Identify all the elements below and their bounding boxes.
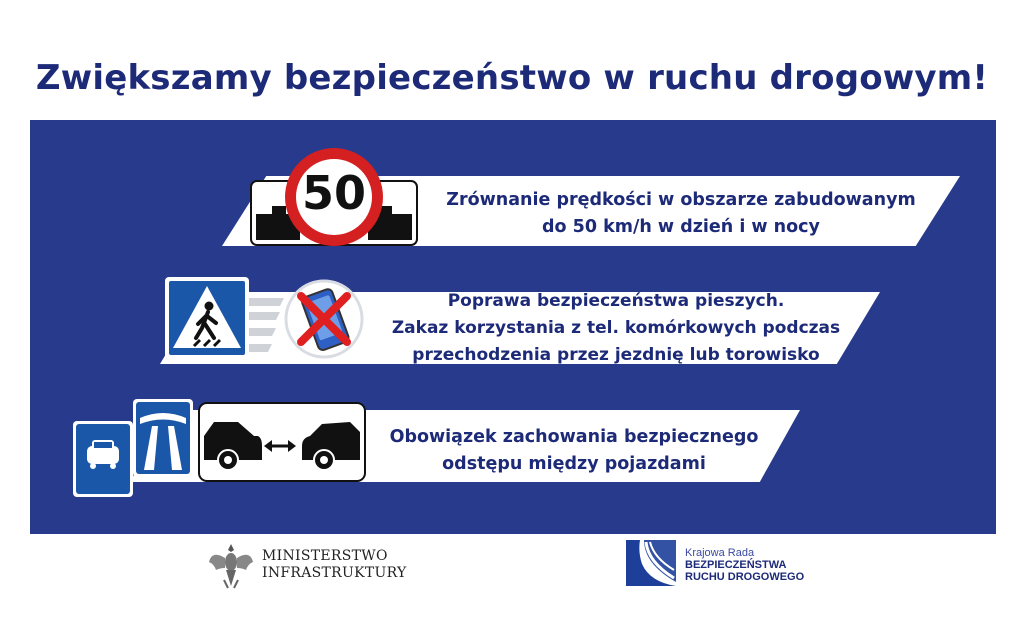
rule-text-pedestrian xyxy=(370,288,862,369)
rule-line: odstępu między pojazdami xyxy=(442,454,706,474)
rule-line: do 50 km/h w dzień i w nocy xyxy=(542,217,820,237)
krbrd-line: RUCHU DROGOWEGO xyxy=(685,571,805,583)
krbrd-line: BEZPIECZEŃSTWA xyxy=(685,559,787,571)
krbrd-logo-text xyxy=(685,547,804,583)
krbrd-logo-icon xyxy=(620,538,680,590)
krbrd-line: Krajowa Rada xyxy=(685,547,755,559)
expressway-sign xyxy=(72,420,134,498)
rule-line: Zrównanie prędkości w obszarze zabudowanym xyxy=(446,190,916,210)
speed-limit-value: 50 xyxy=(301,166,366,220)
ministry-line: MINISTERSTWO xyxy=(262,548,388,564)
ministry-line: INFRASTRUKTURY xyxy=(262,565,407,581)
vehicle-distance-sign xyxy=(198,402,366,482)
rule-line: Poprawa bezpieczeństwa pieszych. xyxy=(447,291,785,311)
pedestrian-crossing-sign xyxy=(164,276,250,360)
page-title: Zwiększamy bezpieczeństwo w ruchu drogowym! xyxy=(35,58,989,98)
rule-line: Obowiązek zachowania bezpiecznego xyxy=(389,427,759,447)
rule-text-distance xyxy=(364,424,784,478)
rule-text-speed xyxy=(424,187,938,241)
rule-line: przechodzenia przez jezdnię lub torowisko xyxy=(412,345,820,365)
rule-line: Zakaz korzystania z tel. komórkowych podczas xyxy=(391,318,841,338)
polish-eagle-emblem xyxy=(206,540,256,590)
ministry-logo-text xyxy=(262,548,407,582)
crossed-phone-icon xyxy=(283,278,365,360)
motorway-sign xyxy=(132,398,194,478)
